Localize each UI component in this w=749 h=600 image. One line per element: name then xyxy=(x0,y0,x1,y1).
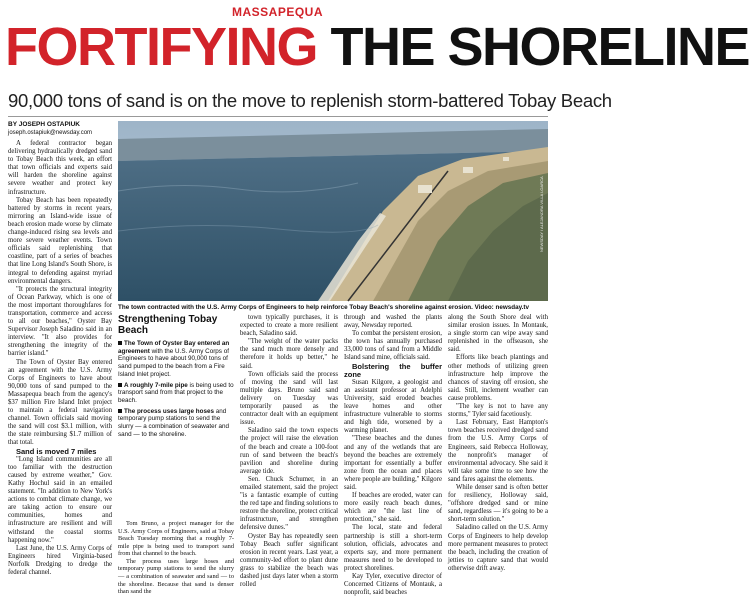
paragraph: along the South Shore deal with similar erosion issues. In Montauk, a single storm can wipe away sand replenished in the offseason, she said. xyxy=(448,314,548,354)
sidebar-item-text: with the U.S. Army Corps of Engineers to have about 90,000 tons of sand pumped to the beach from a Fire Island Inlet project. xyxy=(118,347,229,378)
sidebar-item-text: and temporary pump stations to send the slurry — a combination of seawater and sand — to the shoreline. xyxy=(118,407,229,438)
paragraph: Susan Kilgore, a geologist and an assistant professor at Adelphi University, said eroded beaches leave homes and other infrastructure vulnerable to storms and high tide, worsened by a warming planet. xyxy=(344,378,442,435)
deck: 90,000 tons of sand is on the move to replenish storm-battered Tobay Beach xyxy=(8,90,612,111)
column-5 xyxy=(344,314,442,597)
subhead: Sand is moved 7 miles xyxy=(16,446,97,456)
paragraph: Tom Bruno, a project manager for the U.S. Army Corps of Engineers, said at Tobay Beach Tuesday morning that a roughly 7-mile pipe is being used to transport sand from that channel to the beach. xyxy=(118,520,234,558)
paragraph: If beaches are eroded, water can more easily reach beach dunes, which are "the last line of protection," she said. xyxy=(344,492,442,524)
headline-part-2: THE SHORELINE xyxy=(330,17,749,77)
caption-video-link[interactable]: Video: newsday.tv xyxy=(474,304,529,311)
byline-author: BY JOSEPH OSTAPIUK xyxy=(8,121,80,128)
paragraph: To combat the persistent erosion, the town has annually purchased 33,000 tons of sand from a Middle Island sand mine, officials said. xyxy=(344,330,442,362)
paragraph: A federal contractor began delivering hydraulically dredged sand to Tobay Beach this week, an effort that town officials and experts said will harden the shoreline against severe weather and protect key infrastructure. xyxy=(8,140,112,196)
bullet-square-icon xyxy=(118,409,122,413)
sidebar-item xyxy=(118,382,234,405)
sidebar-item-bold: The Town of Oyster Bay entered an agreement xyxy=(118,340,230,355)
paragraph: "Long Island communities are all too familiar with the destruction caused by extreme weather," Gov. Kathy Hochul said in an emailed statement. "In addition to New York's actions to combat climate change, we are taking action to ensure our communities, homes and infrastructure are resilient and will withstand the coastal storms happening now." xyxy=(8,455,112,544)
paragraph: Saladino called on the U.S. Army Corps of Engineers to help develop more permanent measures to protect the beach, including the creation of jetties to capture sand that would otherwise drift away. xyxy=(448,524,548,572)
headline-part-1: FORTIFYING xyxy=(5,17,317,77)
sidebar-title: Strengthening Tobay Beach xyxy=(118,314,218,336)
sidebar-item-text: is being used to transport sand from that project to the beach. xyxy=(118,381,234,404)
photo-credit: NEWSDAY / ALEJANDRA VILLA LOARCA xyxy=(539,176,544,252)
paragraph: Sen. Chuck Schumer, in an emailed statement, said the project "is a fantastic example of cutting the red tape and finding solutions to restore the shoreline, protect critical infrastructure, and strengthen defensive dunes." xyxy=(240,475,338,532)
paragraph: through and washed the plants away, Newsday reported. xyxy=(344,314,442,330)
paragraph: While denser sand is often better for resiliency, Holloway said, "offshore dredged sand or mine sand, regardless — it's going to be a short-term solution." xyxy=(448,483,548,524)
paragraph: Last June, the U.S. Army Corps of Engineers hired Virginia-based Norfolk Dredging to dredge the federal channel. xyxy=(8,544,112,576)
column-1 xyxy=(8,140,112,577)
bullet-square-icon xyxy=(118,383,122,387)
sidebar-item xyxy=(118,340,234,379)
paragraph: "These beaches and the dunes and any of the wetlands that are beyond the beaches are extremely important for essentially a buffer zone from the ocean and places where people are building," Kilgore said. xyxy=(344,435,442,491)
caption-text: The town contracted with the U.S. Army Corps of Engineers to help reinforce Tobay Beach's shoreline against erosion. xyxy=(118,304,473,311)
paragraph: "The weight of the water packs the sand much more densely and therefore it holds up better," he said. xyxy=(240,338,338,370)
paragraph: The local, state and federal partnership is still a short-term solution, officials, advocates and experts say, and more permanent measures need to be developed to protect shorelines. xyxy=(344,524,442,572)
aerial-beach-photo xyxy=(118,121,548,301)
paragraph: Saladino said the town expects the project will raise the elevation of the beach and create a 100-foot run of sand between the beach's pavilion and shoreline during average tide. xyxy=(240,427,338,475)
paragraph: The process uses large hoses and temporary pump stations to send the slurry — a combination of seawater and sand — to the shoreline. Because that sand is denser than sand the xyxy=(118,557,234,596)
paragraph: Town officials said the process of moving the sand will last multiple days. Bruno said sand delivery on Tuesday was temporarily paused as the contractor dealt with an equipment issue. xyxy=(240,370,338,427)
bullet-square-icon xyxy=(118,341,122,345)
paragraph: Tobay Beach has been repeatedly battered by storms in recent years, mirroring an Island-wide issue of beach erosion made worse by climate change-induced rising sea levels and more severe weather events. Town officials said replenishing that coastline, part of a series of beaches that line Long Island's South Shore, is integral to defending against myriad environmental dangers. xyxy=(8,196,112,285)
section-kicker: MASSAPEQUA xyxy=(231,5,323,19)
sidebar-box xyxy=(118,314,234,537)
divider xyxy=(8,116,548,117)
paragraph: "The key is not to have any storms," Tyler said facetiously. xyxy=(448,403,548,419)
paragraph: town typically purchases, it is expected to create a more resilient beach, Saladino said. xyxy=(240,314,338,338)
paragraph: Kay Tyler, executive director of Concerned Citizens of Montauk, a nonprofit, said beaches xyxy=(344,573,442,597)
photo-caption xyxy=(118,304,548,311)
byline xyxy=(8,121,118,137)
byline-email[interactable]: joseph.ostapiuk@newsday.com xyxy=(8,130,93,136)
sidebar-item-bold: The process uses large hoses xyxy=(124,407,214,415)
paragraph: Last February, East Hampton's town beaches received dredged sand from the U.S. Army Corps of Engineers, said Rebecca Holloway, the nonprofit's manager of environmental advocacy. She said it will take some time to see how the sand fares against the elements. xyxy=(448,419,548,483)
beach-illustration xyxy=(118,121,548,301)
sidebar-item-bold: A roughly 7-mile pipe xyxy=(124,381,188,389)
headline xyxy=(5,14,749,80)
paragraph: The Town of Oyster Bay entered an agreement with the U.S. Army Corps of Engineers to have about 90,000 tons of sand pumped to the Massapequa beach from the agency's $37 million Fire Island Inlet project to maintain a federal navigation channel. Town officials said moving the sand will cost $3.1 million, with the state reimbursing $1.7 million of that total. xyxy=(8,358,112,447)
column-6 xyxy=(448,314,548,573)
sidebar-item xyxy=(118,408,234,439)
paragraph: Efforts like beach plantings and other methods of utilizing green infrastructure help improve the chances of staving off erosion, she said. Still, inclement weather can cause problems. xyxy=(448,354,548,402)
paragraph: "It protects the structural integrity of Ocean Parkway, which is one of the most important thoroughfares for transportation, commerce and access to all our beaches," Oyster Bay Supervisor Joseph Saladino said in an interview. "It also provides for strengthening the integrity of the barrier island." xyxy=(8,285,112,358)
column-3 xyxy=(118,520,234,596)
column-4 xyxy=(240,314,338,589)
paragraph: Oyster Bay has repeatedly seen Tobay Beach suffer significant erosion in recent years. Last year, a community-led effort to plant dune grass to stabilize the beach was dashed just days later when a storm rolled xyxy=(240,532,338,589)
subhead: Bolstering the buffer zone xyxy=(344,361,442,379)
